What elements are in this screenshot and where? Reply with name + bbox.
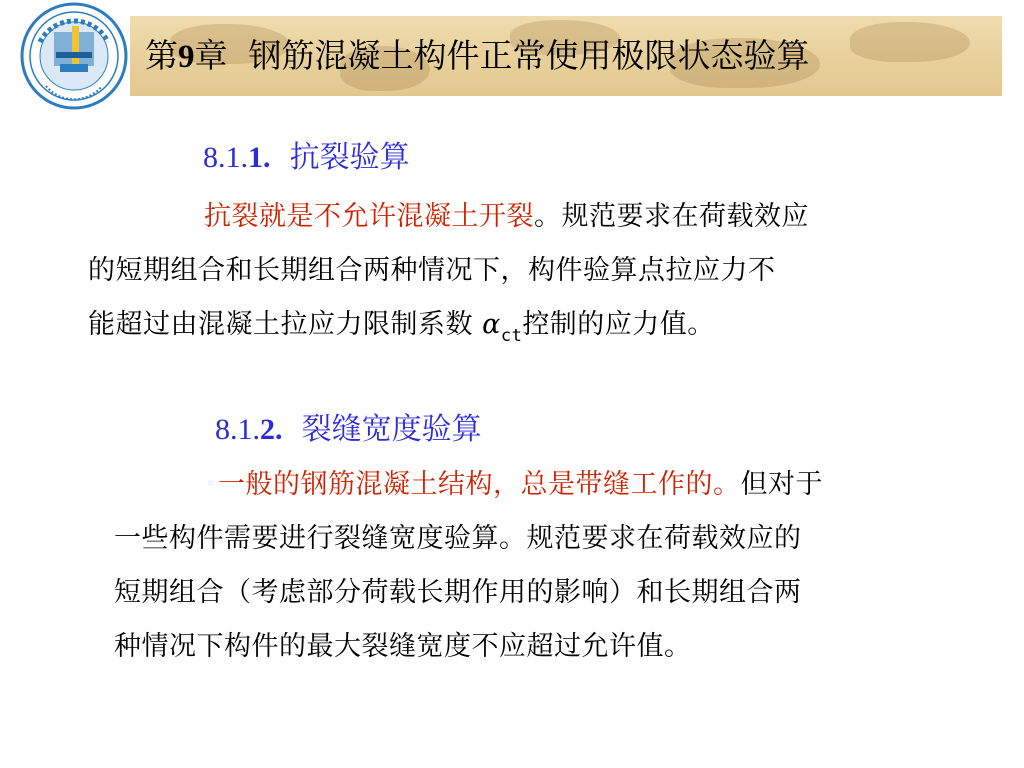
section-number-dot: . xyxy=(275,413,283,446)
highlight-text: 抗裂就是不允许混凝土开裂 xyxy=(204,201,534,232)
paragraph-line: 一些构件需要进行裂缝宽度验算。规范要求在荷载效应的 xyxy=(114,523,802,554)
paragraph-line: 的短期组合和长期组合两种情况下，构件验算点拉应力不 xyxy=(88,255,776,286)
chapter-title: 钢筋混凝土构件正常使用极限状态验算 xyxy=(248,36,810,75)
section-number-dot: . xyxy=(263,141,271,174)
chapter-number: 9 xyxy=(178,39,195,75)
section-title: 裂缝宽度验算 xyxy=(301,412,482,447)
paragraph-line xyxy=(88,190,809,244)
section-number-prefix: 8.1. xyxy=(203,141,248,174)
chapter-suffix: 章 xyxy=(194,36,228,75)
body-text: 能超过由混凝土拉应力限制系数 xyxy=(88,309,473,340)
chapter-prefix: 第 xyxy=(145,36,178,75)
section1-paragraph xyxy=(88,190,809,355)
section-heading-1 xyxy=(203,132,410,176)
paragraph-line xyxy=(114,458,823,512)
paragraph-line: 短期组合（考虑部分荷载长期作用的影响）和长期组合两 xyxy=(114,577,802,608)
alpha-subscript: ct xyxy=(500,326,523,346)
alpha-symbol: α xyxy=(482,309,501,340)
university-seal-icon xyxy=(20,2,128,110)
section-title: 抗裂验算 xyxy=(289,140,410,175)
section-number-bold: 1 xyxy=(248,141,263,174)
page-title xyxy=(145,28,809,84)
section-number-prefix: 8.1. xyxy=(215,413,260,446)
body-text: 但对于 xyxy=(740,469,823,500)
map-texture xyxy=(850,22,970,62)
section2-paragraph xyxy=(114,458,823,674)
section-heading-2 xyxy=(215,404,482,448)
paragraph-line: 种情况下构件的最大裂缝宽度不应超过允许值。 xyxy=(114,631,692,662)
section-number-bold: 2 xyxy=(260,413,275,446)
highlight-text: 一般的钢筋混凝土结构，总是带缝工作的。 xyxy=(218,469,741,500)
body-text: 控制的应力值。 xyxy=(522,309,715,340)
body-text: 。规范要求在荷载效应 xyxy=(534,201,809,232)
paragraph-line xyxy=(88,298,809,355)
